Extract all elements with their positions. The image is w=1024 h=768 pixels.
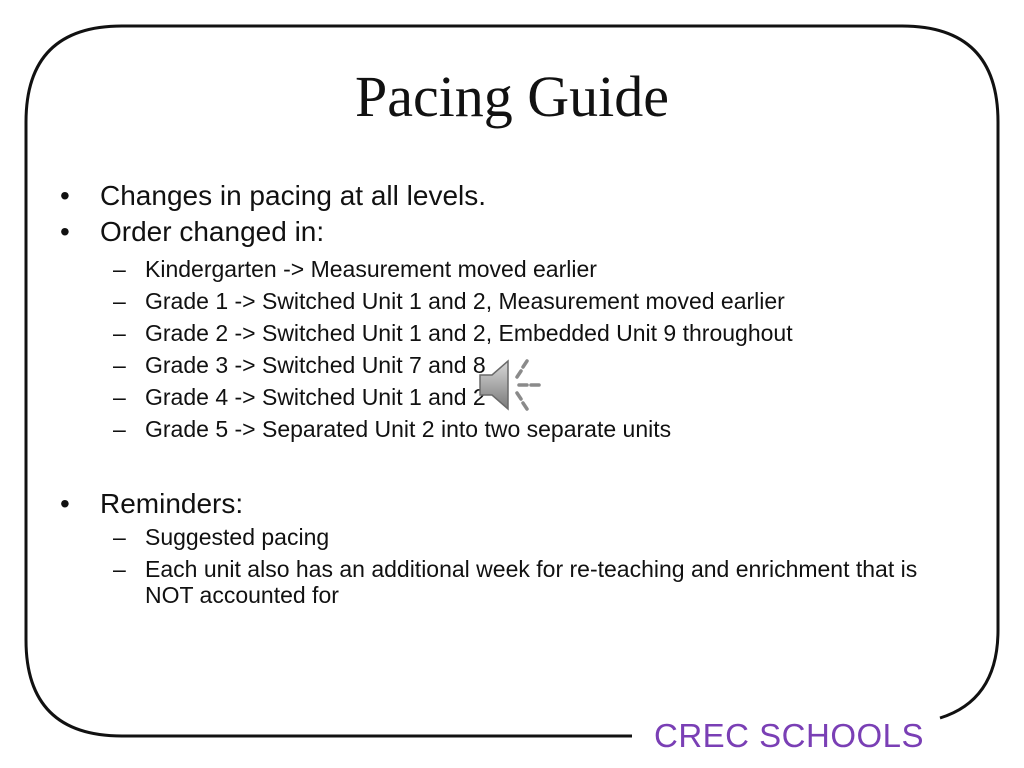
bullet-changes — [58, 178, 938, 214]
list-item: – Grade 5 -> Separated Unit 2 into two separate units — [113, 416, 672, 442]
dash-mark: – — [113, 384, 126, 410]
list-item: – Grade 4 -> Switched Unit 1 and 2 — [113, 384, 486, 410]
brand-footer: CREC SCHOOLS — [654, 717, 925, 754]
dash-mark: – — [113, 556, 126, 582]
dash-mark: – — [113, 524, 126, 550]
bullet-order — [58, 214, 938, 250]
bullet-mark: • — [60, 488, 70, 519]
bullet-mark: • — [60, 216, 70, 247]
dash-mark: – — [113, 288, 126, 314]
list-item: – Kindergarten -> Measurement moved earlier — [113, 256, 597, 282]
list-item: – Each unit also has an additional week for re-teaching and enrichment that is NOT accounted for — [113, 556, 918, 608]
list-item: – Grade 3 -> Switched Unit 7 and 8 — [113, 352, 486, 378]
list-item: – Suggested pacing — [113, 524, 330, 550]
bullet-text: Order changed in: — [100, 216, 325, 247]
dash-mark: – — [113, 352, 126, 378]
dash-mark: – — [113, 256, 126, 282]
slide-title: Pacing Guide — [354, 64, 670, 129]
list-item: – Grade 1 -> Switched Unit 1 and 2, Measurement moved earlier — [113, 288, 785, 314]
speaker-icon[interactable] — [476, 355, 546, 415]
bullet-mark: • — [60, 180, 70, 211]
bullet-text: Changes in pacing at all levels. — [100, 180, 487, 211]
dash-mark: – — [113, 320, 126, 346]
reminders-list — [58, 524, 938, 608]
dash-mark: – — [113, 416, 126, 442]
list-item: – Grade 2 -> Switched Unit 1 and 2, Embedded Unit 9 throughout — [113, 320, 793, 346]
spacer — [58, 448, 938, 486]
bullet-reminders — [58, 486, 938, 522]
bullet-text: Reminders: — [100, 488, 244, 519]
